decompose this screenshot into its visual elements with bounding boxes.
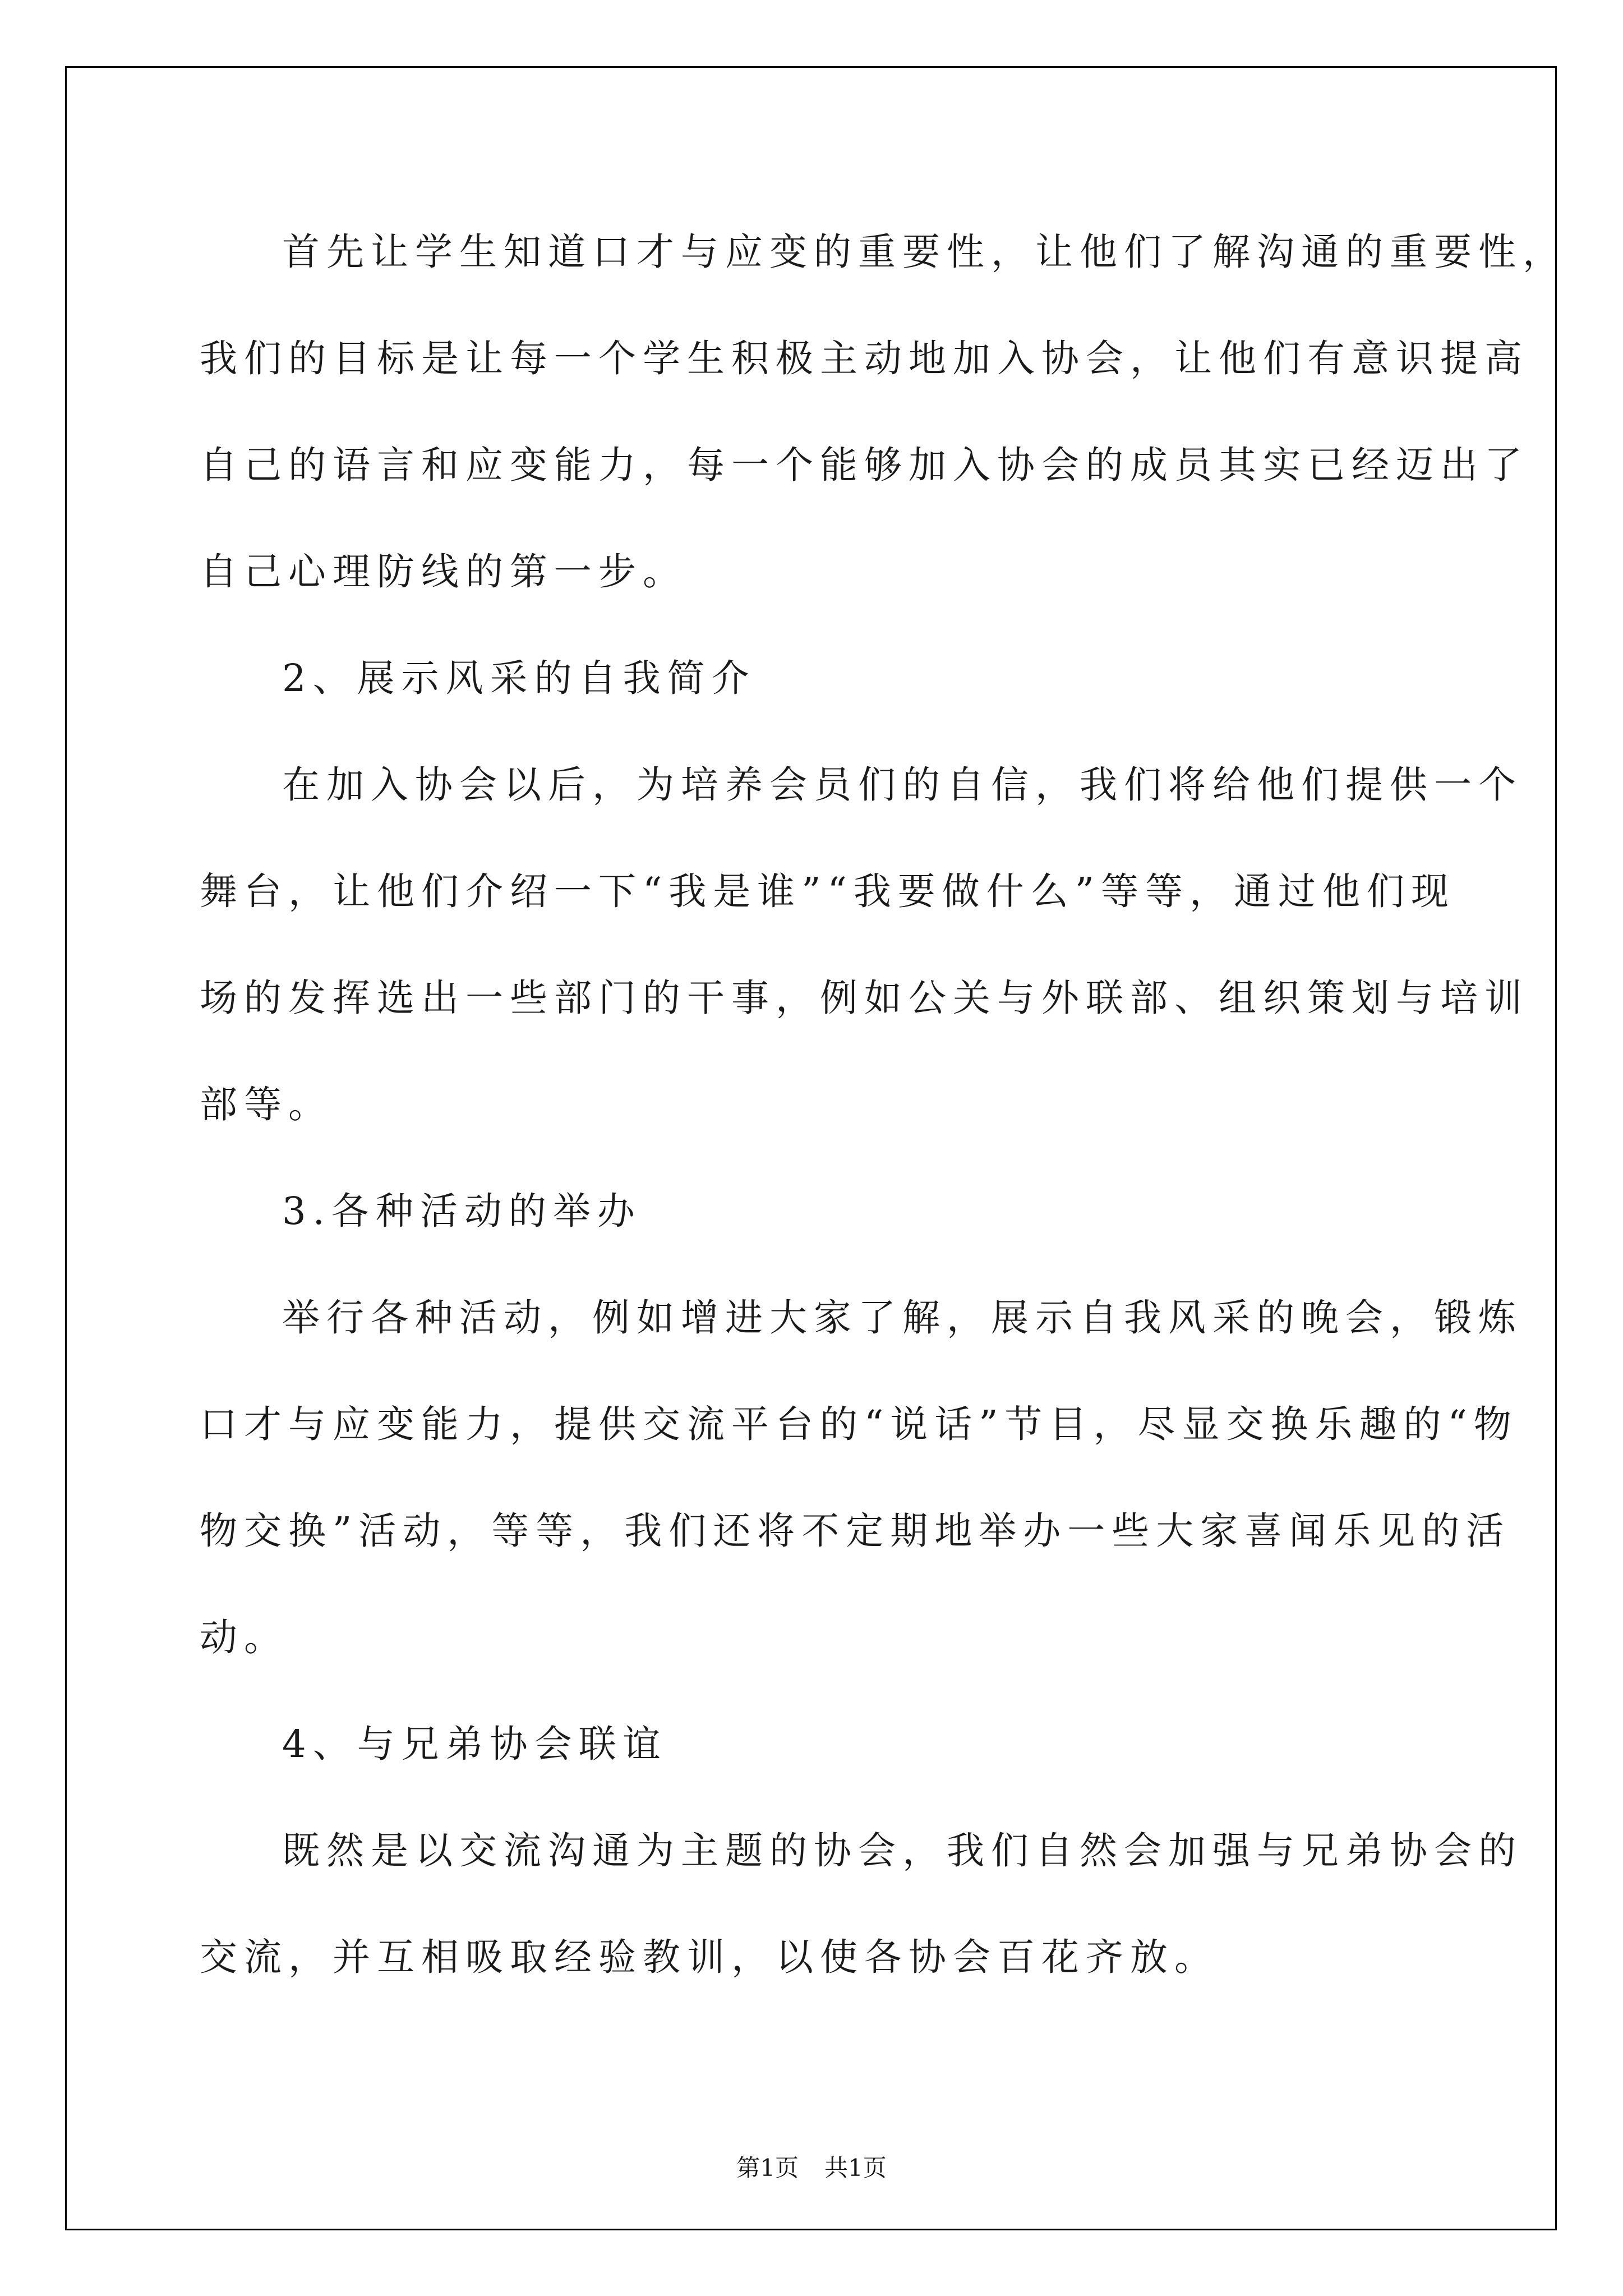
section-heading: 2、展示风采的自我简介: [282, 656, 756, 700]
page-border: [65, 66, 1557, 2230]
paragraph-line: 自己的语言和应变能力，每一个能够加入协会的成员其实已经迈出了: [200, 443, 1529, 487]
page-number-total: 共1页: [824, 2154, 887, 2182]
paragraph-line: 部等。: [200, 1083, 333, 1126]
paragraph-line: 口才与应变能力，提供交流平台的“说话”节目，尽显交换乐趣的“物: [200, 1402, 1518, 1446]
paragraph-line: 自己心理防线的第一步。: [200, 550, 687, 593]
paragraph-line: 动。: [200, 1616, 288, 1659]
page-number-current: 第1页: [736, 2154, 799, 2182]
paragraph-line: 舞台，让他们介绍一下“我是谁”“我要做什么”等等，通过他们现: [200, 869, 1456, 913]
paragraph-line: 既然是以交流沟通为主题的协会，我们自然会加强与兄弟协会的: [282, 1829, 1523, 1872]
section-heading: 4、与兄弟协会联谊: [282, 1722, 667, 1766]
paragraph-line: 交流，并互相吸取经验教训，以使各协会百花齐放。: [200, 1935, 1219, 1979]
page-footer: [0, 2150, 1623, 2183]
paragraph-line: 我们的目标是让每一个学生积极主动地加入协会，让他们有意识提高: [200, 337, 1529, 380]
paragraph-line: 首先让学生知道口才与应变的重要性，让他们了解沟通的重要性，: [282, 230, 1567, 274]
paragraph-line: 举行各种活动，例如增进大家了解，展示自我风采的晚会，锻炼: [282, 1296, 1523, 1340]
section-heading: 3.各种活动的举办: [282, 1189, 642, 1233]
paragraph-line: 物交换”活动，等等，我们还将不定期地举办一些大家喜闻乐见的活: [200, 1509, 1511, 1553]
paragraph-line: 在加入协会以后，为培养会员们的自信，我们将给他们提供一个: [282, 763, 1523, 807]
paragraph-line: 场的发挥选出一些部门的干事，例如公关与外联部、组织策划与培训: [200, 976, 1529, 1020]
